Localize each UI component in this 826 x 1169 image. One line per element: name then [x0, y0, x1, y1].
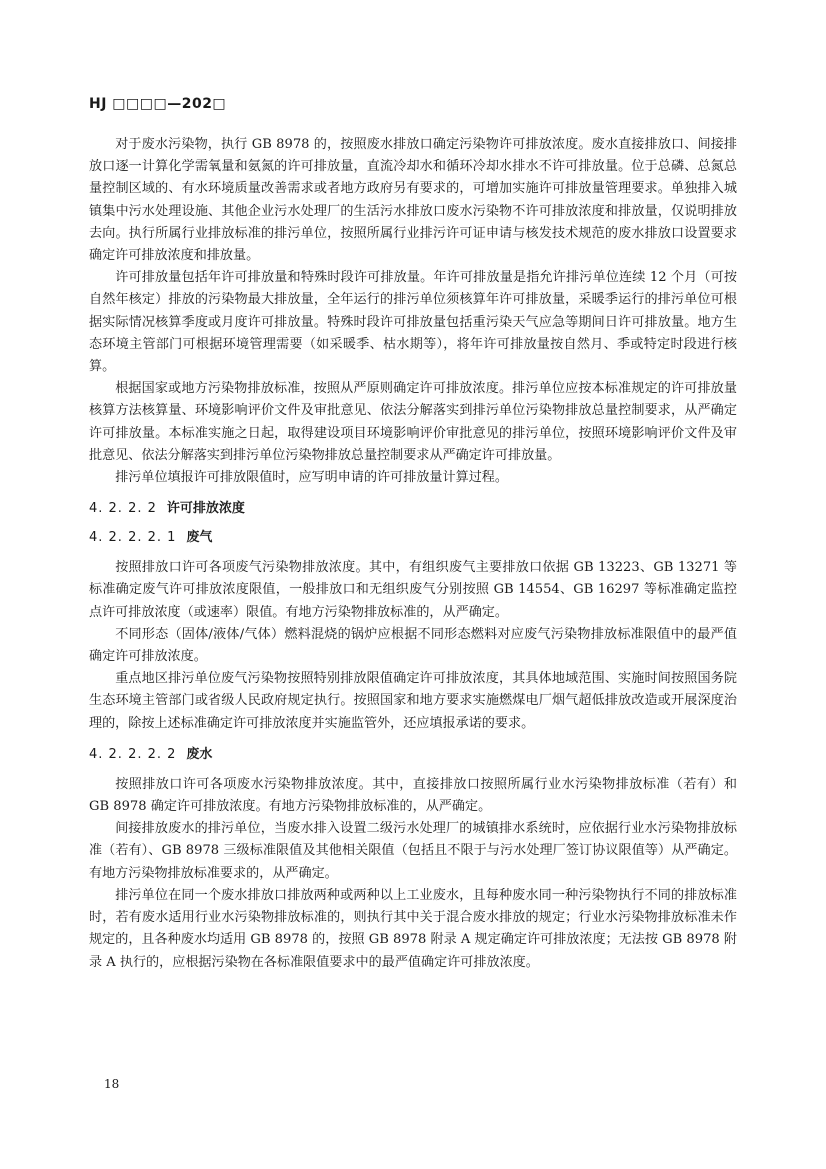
section-title: 废水: [186, 746, 213, 762]
section-title: 废气: [186, 530, 213, 546]
paragraph: 排污单位填报许可排放限值时，应写明申请的许可排放量计算过程。: [115, 470, 508, 486]
page-number: 18: [104, 1077, 120, 1091]
paragraph: 间接排放废水的排污单位，当废水排入设置二级污水处理厂的城镇排水系统时，应依据行业水污染物排放标准（若有）、GB 8978 三级标准限值及其他相关限值（包括且不限于与污水处理厂签订协议限值等）从严确定。有地方污染物排放标准要求的，从严确定。: [89, 821, 737, 881]
section-number: 4. 2. 2. 2: [89, 501, 157, 517]
section-heading-4-2-2-2-1: [89, 528, 737, 548]
section-number: 4. 2. 2. 2. 2: [89, 746, 177, 762]
document-body: [89, 134, 737, 974]
paragraph: 按照排放口许可各项废水污染物排放浓度。其中，直接排放口按照所属行业水污染物排放标准（若有）和 GB 8978 确定许可排放浓度。有地方污染物排放标准的，从严确定。: [89, 776, 737, 815]
section-heading-4-2-2-2: [89, 499, 737, 519]
section-heading-4-2-2-2-2: [89, 745, 737, 765]
paragraph: 对于废水污染物，执行 GB 8978 的，按照废水排放口确定污染物许可排放浓度。废水直接排放口、间接排放口逐一计算化学需氧量和氨氮的许可排放量，直流冷却水和循环冷却水排水不许可排放量。位于总磷、总氮总量控制区域的、有水环境质量改善需求或者地方政府另有要求的，可增加实施许可排放量管理要求。单独排入城镇集中污水处理设施、其他企业污水处理厂的生活污水排放口废水污染物不许可排放浓度和排放量，仅说明排放去向。执行所属行业排放标准的排污单位，按照所属行业排污许可证申请与核发技术规范的废水排放口设置要求确定许可排放浓度和排放量。: [89, 137, 737, 264]
paragraph: 根据国家或地方污染物排放标准，按照从严原则确定许可排放浓度。排污单位应按本标准规定的许可排放量核算方法核算量、环境影响评价文件及审批意见、依法分解落实到排污单位污染物排放总量控制要求，从严确定许可排放量。本标准实施之日起，取得建设项目环境影响评价审批意见的排污单位，按照环境影响评价文件及审批意见、依法分解落实到排污单位污染物排放总量控制要求从严确定许可排放量。: [89, 381, 737, 463]
section-number: 4. 2. 2. 2. 1: [89, 530, 177, 546]
paragraph: 重点地区排污单位废气污染物按照特别排放限值确定许可排放浓度，其具体地域范围、实施时间按照国务院生态环境主管部门或省级人民政府规定执行。按照国家和地方要求实施燃煤电厂烟气超低排放改造或开展深度治理的，除按上述标准确定许可排放浓度并实施监管外，还应填报承诺的要求。: [89, 671, 737, 731]
paragraph: 排污单位在同一个废水排放口排放两种或两种以上工业废水，且每种废水同一种污染物执行不同的排放标准时，若有废水适用行业水污染物排放标准的，则执行其中关于混合废水排放的规定；行业水污染物排放标准未作规定的，且各种废水均适用 GB 8978 的，按照 GB 8978 附录 A 规定确定许可排放浓度；无法按 GB 8978 附录 A 执行的，应根据污染物在各标准限值要求中的最严值确定许可排放浓度。: [89, 887, 737, 970]
paragraph: 许可排放量包括年许可排放量和特殊时段许可排放量。年许可排放量是指允许排污单位连续 12 个月（可按自然年核定）排放的污染物最大排放量，全年运行的排污单位须核算年许可排放量，采暖季运行的排污单位可根据实际情况核算季度或月度许可排放量。特殊时段许可排放量包括重污染天气应急等期间日许可排放量。地方生态环境主管部门可根据环境管理需要（如采暖季、枯水期等），将年许可排放量按自然月、季或特定时段进行核算。: [89, 270, 737, 375]
section-title: 许可排放浓度: [166, 501, 245, 517]
paragraph: 不同形态（固体/液体/气体）燃料混烧的锅炉应根据不同形态燃料对应废气污染物排放标准限值中的最严值确定许可排放浓度。: [89, 626, 737, 665]
standard-header: HJ □□□□—202□: [89, 96, 227, 112]
paragraph: 按照排放口许可各项废气污染物排放浓度。其中，有组织废气主要排放口依据 GB 13223、GB 13271 等标准确定废气许可排放浓度限值，一般排放口和无组织废气分别按照 GB 14554、GB 16297 等标准确定监控点许可排放浓度（或速率）限值。有地方污染物排放标准的，从严确定。: [89, 560, 737, 620]
